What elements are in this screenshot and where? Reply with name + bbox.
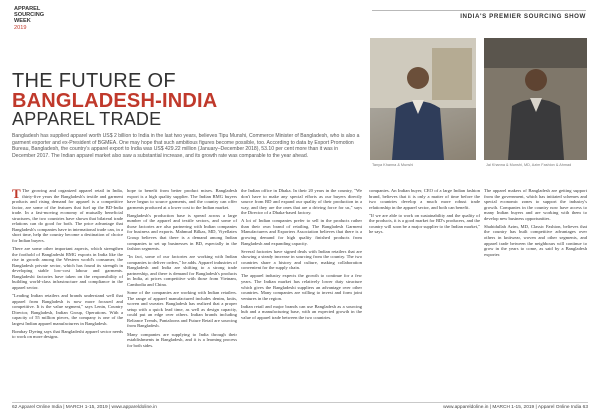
photo-executive-2	[484, 38, 587, 160]
paragraph: Bombay Dyeing says that Bangladeshi apparel sector needs to work on more designs.	[12, 328, 123, 340]
paragraph: companies. An Indian buyer, CEO of a large Indian fashion brand, believes that it is only a matter of time before the two countries develop a much more robust trade relationship in the apparel sector, and both can benefit.	[369, 188, 480, 210]
header-rule	[372, 10, 586, 11]
paragraph-text: The growing and organized apparel retail in India, thirty-five years the Bangladesh's textile and garment products and rising demand for apparel is a competitive factor, are some of the features that fuel up the BD-India trade. In a fast-moving economy of mutually beneficial structures, the two countries have shown that bilateral trade relations can do good for both. The price advantage that Bangladesh's companies have in international trade can, in a short time, help the country become a destination of choice for Indian buyers.	[12, 188, 123, 243]
paragraph: the Indian office in Dhaka. In their 20 years in the country, "We don't have to make any special efforts as our buyers directly source from BD and expand our quality of their production in a way, and they are the ones that are a driving force for us," says the Director of a Dhaka-based factory.	[241, 188, 362, 216]
paragraph: Several factories have signed deals with Indian retailers that are showing a steady increase in sourcing from the country. The two countries share a history and culture, making collaboration convenient for the supply chain.	[241, 248, 362, 271]
paragraph	[12, 188, 123, 243]
paragraph: The apparel industry expects the growth to continue for a few years. The Indian market has relatively lower duty structure which gives the Bangladeshi suppliers an advantage over other countries. Many companies are willing to invest and form joint ventures in the region.	[241, 273, 362, 301]
headline-line-3: APPAREL TRADE	[12, 109, 162, 129]
body-column-3	[241, 188, 362, 323]
logo-line: WEEK	[14, 18, 31, 25]
person-illustration	[370, 38, 476, 160]
footer-left: 62 Apparel Online India | MARCH 1-15, 2019 | www.appareldoline.in	[12, 405, 157, 410]
body-column-4	[369, 188, 480, 238]
photo-executive-1	[370, 38, 476, 160]
paragraph: Some of the companies are working with Indian retailers. The range of apparel manufactured includes denim, knits, woven and sweater. Bangladesh has realized that a proper setup with a quick lead time, as well as design capacity, could put an edge over others. Indian brands including Reliance Trends, Pantaloons and Future Retail are sourcing from Bangladesh.	[127, 290, 237, 329]
paragraph: A lot of Indian companies prefer to sell in the products rather than their own brand of retailing. The Bangladesh Garment Manufacturers and Exporters Association believes that there is a growing demand for high quality finished products from Bangladesh and expanding capacity.	[241, 218, 362, 246]
paragraph: There are some other important aspects, which strengthen the foothold of Bangladeshi RMG exports in India like the rise in growth among the Western world's consumer, the Bangladesh private sector, which has found its strength in developing stable low-cost labour and garments. Bangladeshi factories have taken on the responsibility of building world-class infrastructure and compliance in the apparel sector.	[12, 246, 123, 290]
paragraph: "Leading Indian retailers and brands understand well that apparel from Bangladesh is now more focused and competitive. It is the value segment," says Lenin, Country Director, Bangladesh, Indian Group, Operations. With a capacity of 55 million pieces, the company is one of the largest Indian apparel manufacturers in Bangladesh.	[12, 293, 123, 326]
logo-year: 2019	[14, 24, 27, 31]
headline-line-1: THE FUTURE OF	[12, 70, 176, 92]
section-tagline: INDIA'S PREMIER SOURCING SHOW	[460, 13, 586, 20]
paragraph: Many companies are supplying to India through their establishments in Bangladesh, and it is a learning process for both sides.	[127, 331, 237, 348]
photo-caption-1: Tanya Khanna & Munshi	[372, 163, 414, 167]
body-column-5	[484, 188, 587, 260]
paragraph: Bangladesh's production base is spread across a large number of the apparel and textile sectors, and some of those factories are also partnering with Indian companies for business and exports. Mahmud Bilkas, MD, Viyellatex Group believes that there is a demand among Indian companies to set up businesses in BD, especially in the fashion segments.	[127, 212, 237, 252]
paragraph: The apparel makers of Bangladesh are getting support from the government, which has initiated schemes and special economic zones to support the industry's growth. Companies in the country now have access to many Indian buyers and are working with them to develop new business opportunities.	[484, 188, 587, 221]
paragraph: hope to benefit from better product mixes. Bangladesh export is a high quality supplier. The Indian RMG buyers have begun to source garments, and the country can offer garments produced at a lower cost to the Indian market.	[127, 188, 237, 210]
headline-line-2: BANGLADESH-INDIA	[12, 90, 218, 112]
drop-cap: T	[12, 186, 21, 201]
footer-rule	[12, 402, 588, 403]
paragraph: "In fact, some of our factories are working with Indian companies to deliver orders," he adds. Apparel industries of Bangladesh and India are shifting to a strong trade partnership, and there is demand for Bangladesh's products in India, at prices competitive with those from Vietnam, Cambodia and China.	[127, 254, 237, 287]
footer-right: www.appareldoline.in | MARCH 1-15, 2019 | Apparel Online India 63	[443, 405, 588, 410]
body-column-1	[12, 188, 123, 343]
paragraph: "If we are able to work on sustainability and the quality of the products, it is a good market for BD's producers, and the country will soon be a major supplier to the Indian market," he says.	[369, 212, 480, 235]
logo-line: APPAREL	[14, 6, 41, 12]
person-illustration	[484, 38, 587, 160]
body-column-2	[127, 188, 237, 351]
paragraph: Indian retail and major brands can use Bangladesh as a sourcing hub and a manufacturing base, with an expected growth in the value of apparel trade between the two countries.	[241, 303, 362, 320]
standfirst: Bangladesh has supplied apparel worth US$ 2 billion to India in the last two years, believes Tipu Munshi, Commerce Minister of Bangladesh, who is also a garment exporter and ex-President of BGMEA. One may hope that such ambitious figures become possible, too. According to data by Export Promotion Bureau, Bangladesh, the country's apparel export to India was US$ 429.22 million (January–December 2018), 53.10 per cent more than it was in December 2017. The Indian apparel market also saw a substantial increase, and its growth rate was comparable to the year ahead.	[12, 133, 360, 159]
logo-line: SOURCING	[14, 12, 45, 19]
brand-logo	[14, 6, 58, 31]
paragraph: Shahidullah Azim, MD, Classic Fashion, believes that the country has built competitive advantages over others in knitwear, woven and other segments, and apparel trade between the neighbours will continue to grow in the years to come, as said by a Bangladesh exporter.	[484, 223, 587, 257]
photo-caption-2: Jai Khanna & Munshi, MD, Azim Fashion & Ahmad	[486, 163, 572, 167]
